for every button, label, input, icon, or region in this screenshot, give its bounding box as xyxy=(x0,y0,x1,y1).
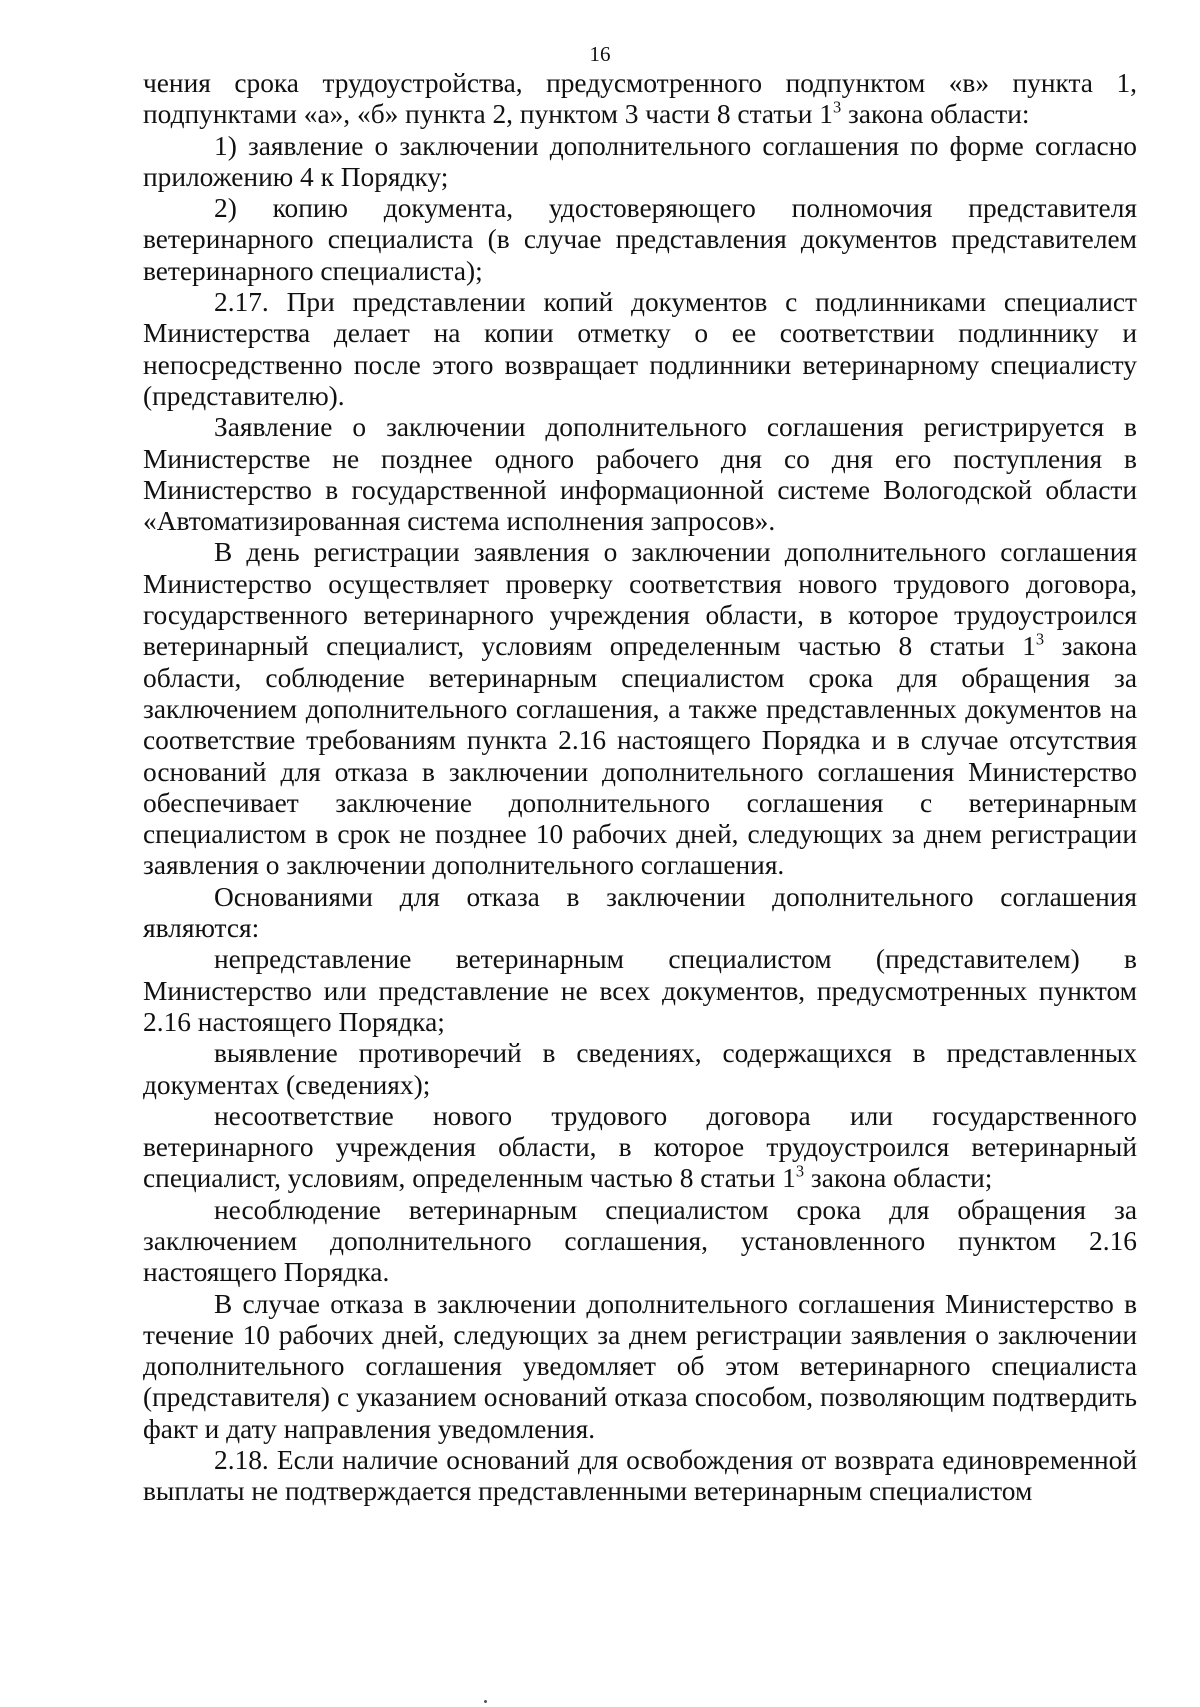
paragraph-text: закона области, соблюдение ветеринарным специалистом срока для обращения за заключением дополнительного соглашения, а также представленных документов на соответствие требованиям пункта 2.16 настоящего Порядка и в случае отсутствия оснований для отказа в заключении дополнительного соглашения Министерство обеспечивает заключение дополнительного соглашения с ветеринарным специалистом в срок не позднее 10 рабочих дней, следующих за днем регистрации заявления о заключении дополнительного соглашения. xyxy=(143,631,1137,881)
paragraph-p5 xyxy=(143,537,1137,881)
paragraph-text: 2) копию документа, удостоверяющего полномочия представителя ветеринарного специалиста (в случае представления документов представителем ветеринарного специалиста); xyxy=(143,193,1137,286)
paragraph-text: закона области; xyxy=(804,1163,993,1194)
document-body xyxy=(143,68,1137,1508)
paragraph-text: Заявление о заключении дополнительного соглашения регистрируется в Министерстве не позднее одного рабочего дня со дня его поступления в Министерство в государственной информационной системе Вологодской области «Автоматизированная система исполнения запросов». xyxy=(143,412,1137,537)
paragraph-p4 xyxy=(143,412,1137,537)
paragraph-text: В случае отказа в заключении дополнительного соглашения Министерство в течение 10 рабочих дней, следующих за днем регистрации заявления о заключении дополнительного соглашения уведомляет об этом ветеринарного специалиста (представителя) с указанием оснований отказа способом, позволяющим подтвердить факт и дату направления уведомления. xyxy=(143,1288,1137,1444)
scan-speck xyxy=(484,1700,487,1703)
superscript: 3 xyxy=(832,97,842,117)
paragraph-text: В день регистрации заявления о заключении дополнительного соглашения Министерство осуществляет проверку соответствия нового трудового договора, государственного ветеринарного учреждения области, в которое трудоустроился ветеринарный специалист, условиям определенным частью 8 статьи 1 xyxy=(143,537,1137,662)
paragraph-p0 xyxy=(143,68,1137,131)
superscript: 3 xyxy=(795,1161,805,1181)
superscript: 3 xyxy=(1035,629,1045,649)
paragraph-text: несоответствие нового трудового договора или государственного ветеринарного учреждения области, в которое трудоустроился ветеринарный специалист, условиям, определенным частью 8 статьи 1 xyxy=(143,1100,1137,1194)
paragraph-p6 xyxy=(143,882,1137,945)
paragraph-p9 xyxy=(143,1101,1137,1195)
paragraph-p7 xyxy=(143,944,1137,1038)
paragraph-p8 xyxy=(143,1038,1137,1101)
paragraph-text: несоблюдение ветеринарным специалистом срока для обращения за заключением дополнительного соглашения, установленного пунктом 2.16 настоящего Порядка. xyxy=(143,1194,1137,1288)
paragraph-p11 xyxy=(143,1289,1137,1445)
paragraph-text: закона области: xyxy=(841,99,1030,130)
paragraph-p10 xyxy=(143,1195,1137,1289)
paragraph-p1 xyxy=(143,131,1137,194)
paragraph-text: непредставление ветеринарным специалистом (представителем) в Министерство или представление не всех документов, предусмотренных пунктом 2.16 настоящего Порядка; xyxy=(143,944,1137,1037)
paragraph-text: 2.17. При представлении копий документов с подлинниками специалист Министерства делает на копии отметку о ее соответствии подлиннику и непосредственно после этого возвращает подлинники ветеринарному специалисту (представителю). xyxy=(143,287,1137,411)
paragraph-p2 xyxy=(143,193,1137,287)
paragraph-p12 xyxy=(143,1445,1137,1508)
paragraph-text: выявление противоречий в сведениях, содержащихся в представленных документах (сведениях); xyxy=(143,1038,1137,1100)
paragraph-text: чения срока трудоустройства, предусмотренного подпунктом «в» пункта 1, подпунктами «а», «б» пункта 2, пунктом 3 части 8 статьи 1 xyxy=(143,68,1137,130)
paragraph-p3 xyxy=(143,287,1137,412)
paragraph-text: 2.18. Если наличие оснований для освобождения от возврата единовременной выплаты не подтверждается представленными ветеринарным специалистом xyxy=(143,1445,1137,1507)
paragraph-text: 1) заявление о заключении дополнительного соглашения по форме согласно приложению 4 к Порядку; xyxy=(143,130,1137,192)
paragraph-text: Основаниями для отказа в заключении дополнительного соглашения являются: xyxy=(143,881,1137,944)
page-number: 16 xyxy=(589,42,611,66)
